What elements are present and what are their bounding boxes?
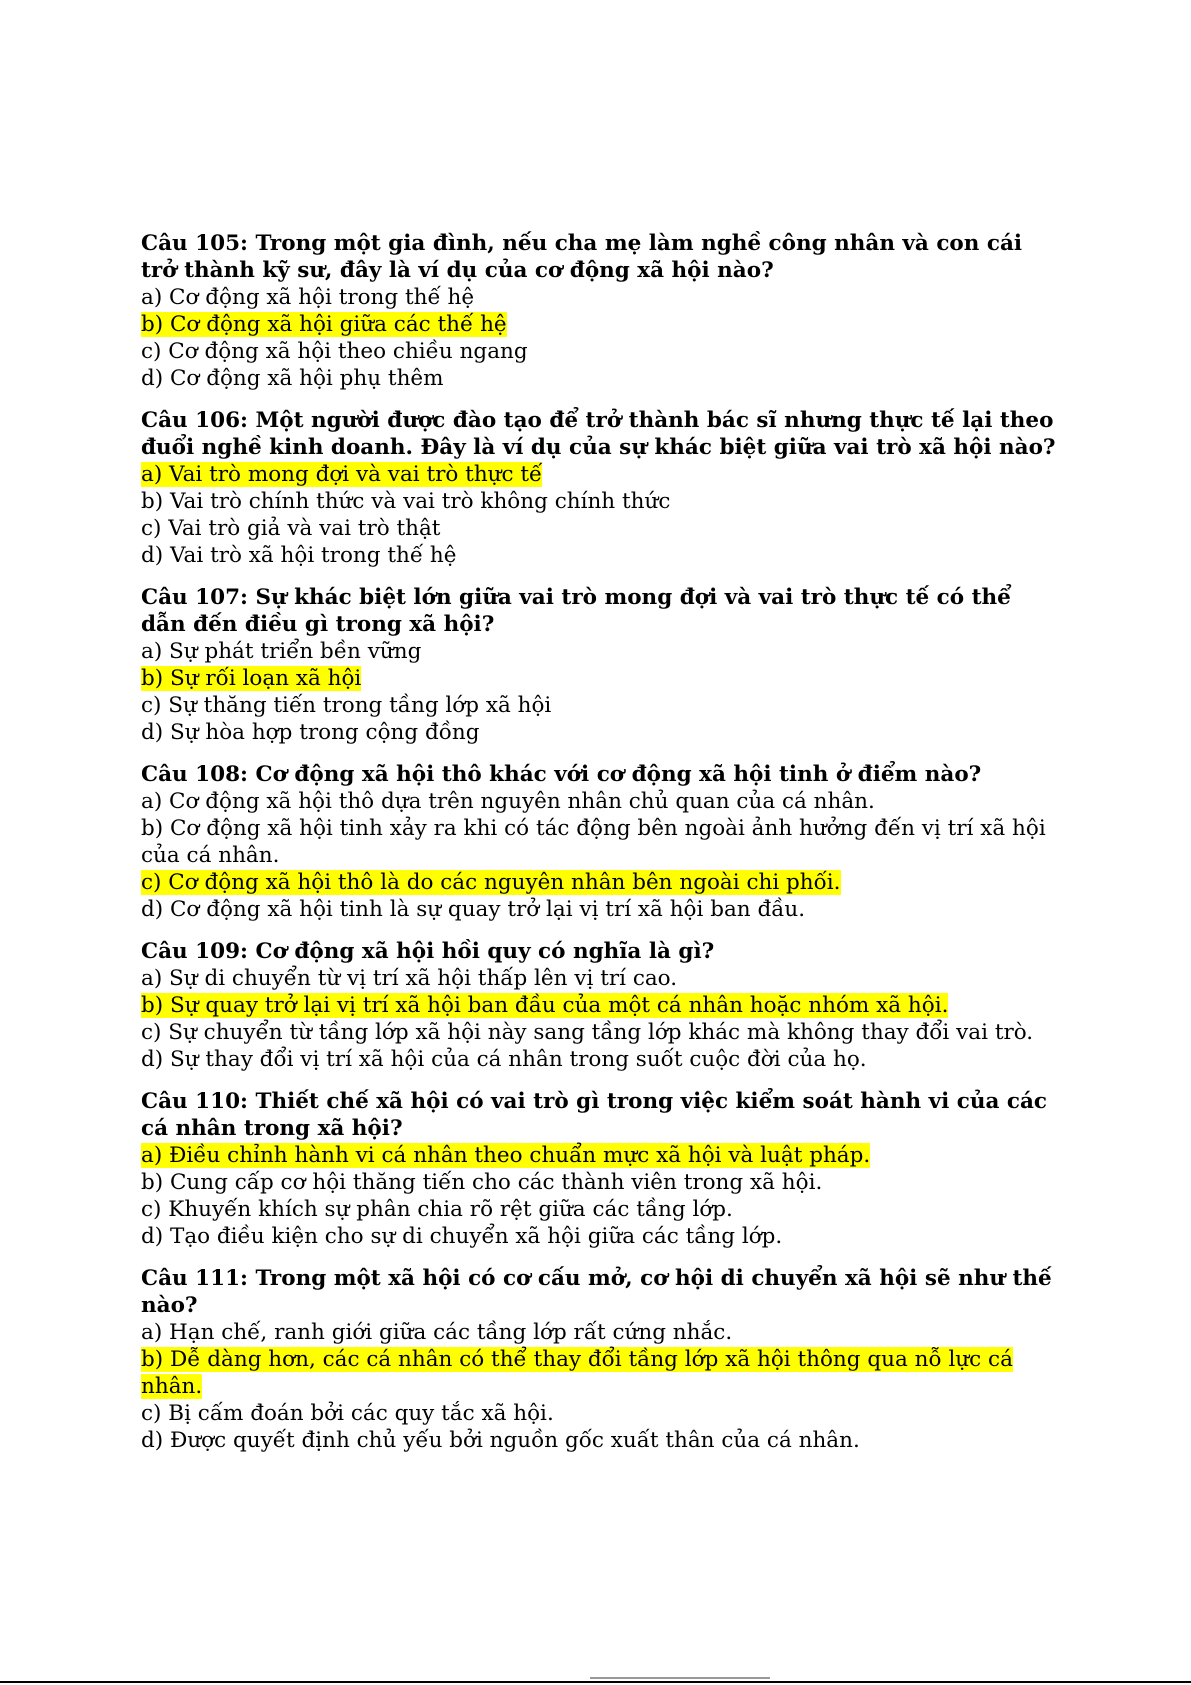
question-111 — [141, 1265, 1061, 1454]
answer-option-d — [141, 365, 1061, 392]
answer-text: d) Cơ động xã hội tinh là sự quay trở lại vị trí xã hội ban đầu. — [141, 897, 806, 922]
answer-text: d) Cơ động xã hội phụ thêm — [141, 366, 444, 391]
answer-text: d) Tạo điều kiện cho sự di chuyển xã hội giữa các tầng lớp. — [141, 1224, 783, 1249]
answer-option-c — [141, 515, 1061, 542]
answer-option-b — [141, 1169, 1061, 1196]
answer-text-highlighted: b) Dễ dàng hơn, các cá nhân có thể thay đổi tầng lớp xã hội thông qua nỗ lực cá nhân. — [141, 1347, 1013, 1399]
answer-option-b-correct — [141, 992, 1061, 1019]
question-title: Câu 110: Thiết chế xã hội có vai trò gì trong việc kiểm soát hành vi của các cá nhân trong xã hội? — [141, 1089, 1048, 1141]
answer-text: a) Sự phát triển bền vững — [141, 639, 422, 664]
answer-option-c — [141, 338, 1061, 365]
question-title: Câu 108: Cơ động xã hội thô khác với cơ động xã hội tinh ở điểm nào? — [141, 762, 982, 787]
answer-option-a-correct — [141, 461, 1061, 488]
page-footer-divider — [590, 1677, 770, 1679]
answer-text: d) Vai trò xã hội trong thế hệ — [141, 543, 457, 568]
answer-option-b — [141, 815, 1061, 869]
answer-option-a — [141, 284, 1061, 311]
answer-text: c) Khuyến khích sự phân chia rõ rệt giữa các tầng lớp. — [141, 1197, 733, 1222]
answer-text: a) Sự di chuyển từ vị trí xã hội thấp lên vị trí cao. — [141, 966, 678, 991]
page-bottom-border — [0, 1681, 1191, 1683]
answer-text-highlighted: b) Sự quay trở lại vị trí xã hội ban đầu của một cá nhân hoặc nhóm xã hội. — [141, 993, 949, 1018]
question-title: Câu 107: Sự khác biệt lớn giữa vai trò mong đợi và vai trò thực tế có thể dẫn đến điều gì trong xã hội? — [141, 585, 1011, 637]
question-109 — [141, 938, 1061, 1073]
answer-text: a) Cơ động xã hội trong thế hệ — [141, 285, 475, 310]
answer-text-highlighted: a) Vai trò mong đợi và vai trò thực tế — [141, 462, 543, 487]
answer-text-highlighted: a) Điều chỉnh hành vi cá nhân theo chuẩn mực xã hội và luật pháp. — [141, 1143, 871, 1168]
answer-text: c) Cơ động xã hội theo chiều ngang — [141, 339, 528, 364]
answer-text: c) Sự chuyển từ tầng lớp xã hội này sang tầng lớp khác mà không thay đổi vai trò. — [141, 1020, 1034, 1045]
answer-text-highlighted: b) Sự rối loạn xã hội — [141, 666, 362, 691]
answer-text: c) Vai trò giả và vai trò thật — [141, 516, 441, 541]
answer-text: c) Sự thăng tiến trong tầng lớp xã hội — [141, 693, 552, 718]
answer-text: a) Cơ động xã hội thô dựa trên nguyên nhân chủ quan của cá nhân. — [141, 789, 875, 814]
answer-option-b-correct — [141, 1346, 1061, 1400]
answer-option-a — [141, 965, 1061, 992]
answer-option-c — [141, 1400, 1061, 1427]
answer-option-a — [141, 788, 1061, 815]
question-title: Câu 111: Trong một xã hội có cơ cấu mở, cơ hội di chuyển xã hội sẽ như thế nào? — [141, 1266, 1052, 1318]
answer-text: c) Bị cấm đoán bởi các quy tắc xã hội. — [141, 1401, 554, 1426]
answer-option-c — [141, 692, 1061, 719]
answer-option-c — [141, 1196, 1061, 1223]
answer-option-d — [141, 1223, 1061, 1250]
question-title: Câu 105: Trong một gia đình, nếu cha mẹ làm nghề công nhân và con cái trở thành kỹ sư, đây là ví dụ của cơ động xã hội nào? — [141, 231, 1023, 283]
answer-text: b) Cơ động xã hội tinh xảy ra khi có tác động bên ngoài ảnh hưởng đến vị trí xã hội của cá nhân. — [141, 816, 1046, 868]
question-105 — [141, 230, 1061, 392]
answer-text: d) Được quyết định chủ yếu bởi nguồn gốc xuất thân của cá nhân. — [141, 1428, 860, 1453]
answer-option-a — [141, 1319, 1061, 1346]
answer-text: b) Cung cấp cơ hội thăng tiến cho các thành viên trong xã hội. — [141, 1170, 823, 1195]
document-page — [141, 230, 1061, 1469]
answer-option-d — [141, 896, 1061, 923]
question-title: Câu 109: Cơ động xã hội hồi quy có nghĩa là gì? — [141, 939, 715, 964]
answer-text: d) Sự thay đổi vị trí xã hội của cá nhân trong suốt cuộc đời của họ. — [141, 1047, 867, 1072]
answer-text: b) Vai trò chính thức và vai trò không chính thức — [141, 489, 671, 514]
answer-text-highlighted: c) Cơ động xã hội thô là do các nguyên nhân bên ngoài chi phối. — [141, 870, 841, 895]
answer-option-d — [141, 542, 1061, 569]
answer-option-c-correct — [141, 869, 1061, 896]
answer-text-highlighted: b) Cơ động xã hội giữa các thế hệ — [141, 312, 507, 337]
question-title: Câu 106: Một người được đào tạo để trở thành bác sĩ nhưng thực tế lại theo đuổi nghề kinh doanh. Đây là ví dụ của sự khác biệt giữa vai trò xã hội nào? — [141, 408, 1056, 460]
question-106 — [141, 407, 1061, 569]
answer-option-d — [141, 1427, 1061, 1454]
answer-option-a-correct — [141, 1142, 1061, 1169]
answer-text: a) Hạn chế, ranh giới giữa các tầng lớp rất cứng nhắc. — [141, 1320, 733, 1345]
question-110 — [141, 1088, 1061, 1250]
question-108 — [141, 761, 1061, 923]
answer-option-c — [141, 1019, 1061, 1046]
answer-option-b-correct — [141, 311, 1061, 338]
answer-option-d — [141, 719, 1061, 746]
answer-option-a — [141, 638, 1061, 665]
answer-option-b — [141, 488, 1061, 515]
answer-text: d) Sự hòa hợp trong cộng đồng — [141, 720, 480, 745]
question-107 — [141, 584, 1061, 746]
answer-option-d — [141, 1046, 1061, 1073]
answer-option-b-correct — [141, 665, 1061, 692]
